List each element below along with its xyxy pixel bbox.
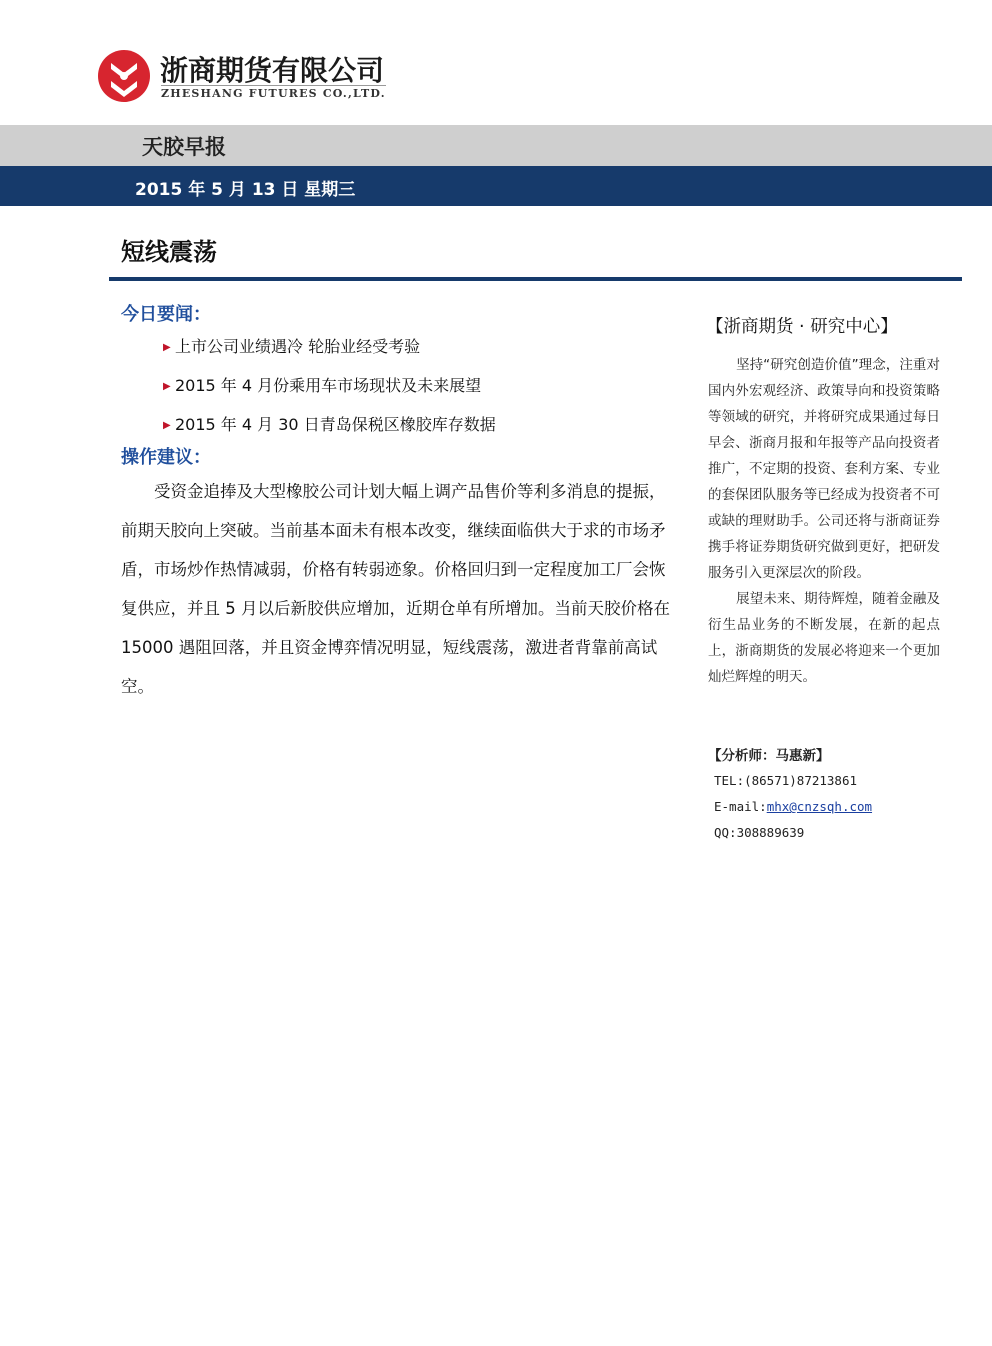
report-date-band [0,166,992,206]
research-center-para-2-text: 展望未来、期待辉煌，随着金融及衍生品业务的不断发展，在新的起点上，浙商期货的发展必将迎来一个更加灿烂辉煌的明天。 [708,591,940,685]
tel-label: TEL: [714,773,745,788]
qq-value: 308889639 [736,825,805,840]
analyst-tel [714,773,857,788]
email-link[interactable]: mhx@cnzsqh.com [766,799,873,814]
bullet-icon: ▶ [163,342,171,353]
research-center-title: 【浙商期货 · 研究中心】 [706,317,898,337]
company-logo [97,45,386,105]
analyst-email [714,799,872,814]
company-logo-icon [97,49,151,103]
news-item-text: 上市公司业绩遇冷 轮胎业经受考验 [175,337,421,356]
analyst-name: 【分析师：马惠新】 [708,748,830,764]
news-item [163,334,420,357]
news-item [163,373,481,396]
report-title: 天胶早报 [142,135,226,159]
analyst-qq [714,825,804,840]
advice-paragraph [121,472,673,706]
news-item-text: 2015 年 4 月 30 日青岛保税区橡胶库存数据 [175,415,496,434]
news-item [163,412,496,435]
research-center-para-1 [708,352,940,586]
company-name-cn: 浙商期货有限公司 [160,54,385,87]
tel-value: (86571)87213861 [744,773,857,788]
research-center-para-1-text: 坚持“研究创造价值”理念，注重对国内外宏观经济、政策导向和投资策略等领域的研究，并将研究成果通过每日早会、浙商月报和年报等产品向投资者推广，不定期的投资、套利方案、专业的套保团队服务等已经成为投资者不可或缺的理财助手。公司还将与浙商证券携手将证券期货研究做到更好，把研发服务引入更深层次的阶段。 [708,357,940,581]
company-name-en: ZHESHANG FUTURES CO.,LTD. [161,87,386,100]
advice-heading: 操作建议： [121,447,211,468]
news-heading: 今日要闻： [121,304,211,325]
headline-divider [109,277,962,281]
research-center-para-2 [708,586,940,690]
news-item-text: 2015 年 4 月份乘用车市场现状及未来展望 [175,376,482,395]
report-date: 2015 年 5 月 13 日 星期三 [135,180,356,200]
email-label: E-mail: [714,799,767,814]
bullet-icon: ▶ [163,420,171,431]
research-center-body [708,352,940,690]
bullet-icon: ▶ [163,381,171,392]
report-headline: 短线震荡 [121,238,217,266]
report-title-band [0,125,992,166]
qq-label: QQ: [714,825,737,840]
advice-text: 受资金追捧及大型橡胶公司计划大幅上调产品售价等利多消息的提振，前期天胶向上突破。当前基本面未有根本改变，继续面临供大于求的市场矛盾，市场炒作热情减弱，价格有转弱迹象。价格回归到一定程度加工厂会恢复供应，并且 5 月以后新胶供应增加，近期仓单有所增加。当前天胶价格在 15000 遇阻回落，并且资金博弈情况明显，短线震荡，激进者背靠前高试空。 [121,482,670,696]
